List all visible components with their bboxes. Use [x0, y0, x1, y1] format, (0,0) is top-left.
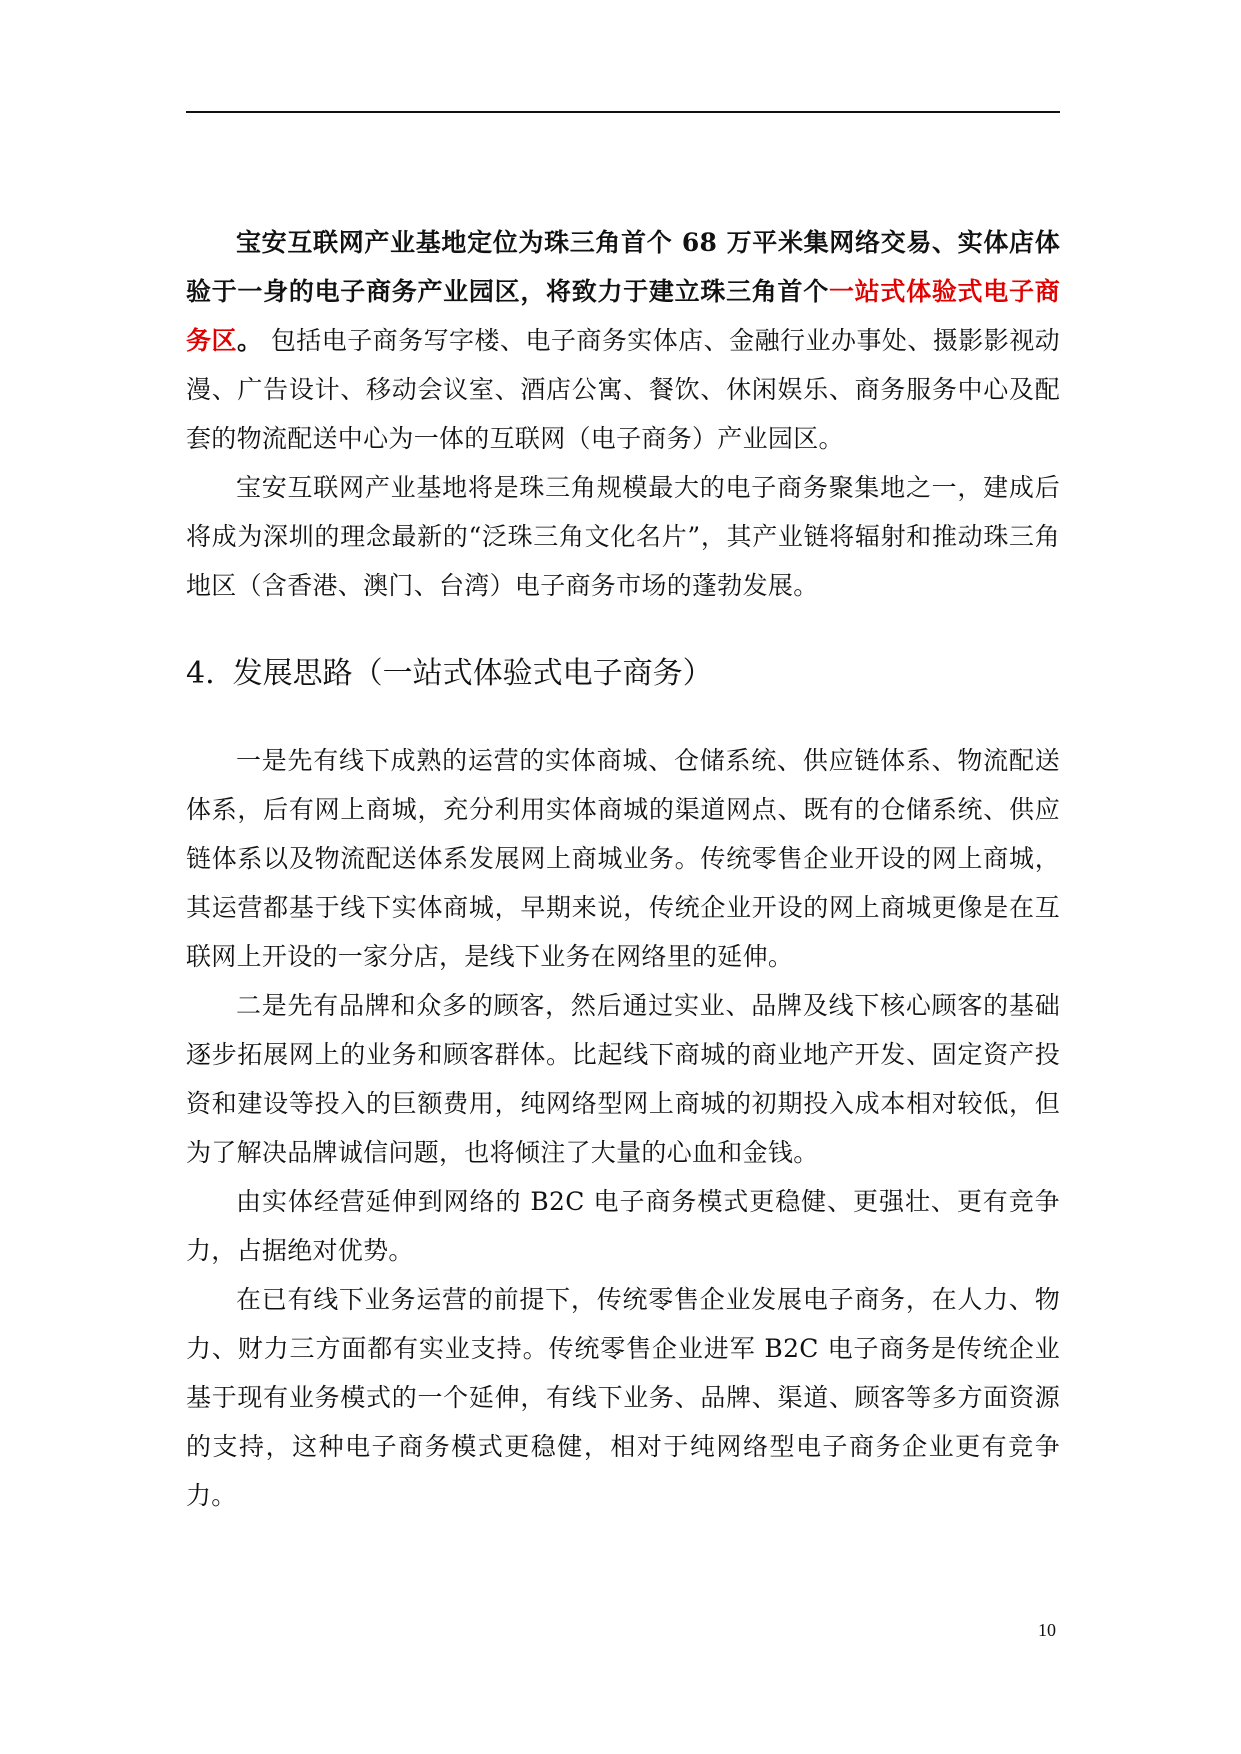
- intro-bold-punct: 。: [236, 326, 263, 355]
- section-number: 4.: [186, 656, 215, 691]
- intro-paragraph: [186, 218, 1060, 463]
- paragraph-2: 宝安互联网产业基地将是珠三角规模最大的电子商务聚集地之一，建成后将成为深圳的理念最新的“泛珠三角文化名片”，其产业链将辐射和推动珠三角地区（含香港、澳门、台湾）电子商务市场的蓬勃发展。: [186, 473, 1060, 600]
- section-heading: [186, 648, 1060, 700]
- intro-highlight-text: 一站式体验式电子商务区: [186, 277, 1060, 355]
- intro-normal-text: 包括电子商务写字楼、电子商务实体店、金融行业办事处、摄影影视动漫、广告设计、移动会议室、酒店公寓、餐饮、休闲娱乐、商务服务中心及配套的物流配送中心为一体的互联网（电子商务）产业园区。: [186, 326, 1060, 453]
- page-number: 10: [1038, 1620, 1056, 1640]
- body-paragraph: 在已有线下业务运营的前提下，传统零售企业发展电子商务，在人力、物力、财力三方面都有实业支持。传统零售企业进军 B2C 电子商务是传统企业基于现有业务模式的一个延伸，有线下业务、品牌、渠道、顾客等多方面资源的支持，这种电子商务模式更稳健，相对于纯网络型电子商务企业更有竞争力。: [186, 1285, 1060, 1510]
- body-paragraph: 由实体经营延伸到网络的 B2C 电子商务模式更稳健、更强壮、更有竞争力，占据绝对优势。: [186, 1187, 1060, 1265]
- header-rule: [186, 111, 1060, 113]
- section-title: 发展思路（一站式体验式电子商务）: [232, 656, 713, 691]
- intro-bold-text: 宝安互联网产业基地定位为珠三角首个 68 万平米集网络交易、实体店体验于一身的电子商务产业园区，将致力于建立珠三角首个: [186, 228, 1060, 306]
- body-paragraph: 二是先有品牌和众多的顾客，然后通过实业、品牌及线下核心顾客的基础逐步拓展网上的业务和顾客群体。比起线下商城的商业地产开发、固定资产投资和建设等投入的巨额费用，纯网络型网上商城的初期投入成本相对较低，但为了解决品牌诚信问题，也将倾注了大量的心血和金钱。: [186, 991, 1060, 1167]
- body-paragraph: 一是先有线下成熟的运营的实体商城、仓储系统、供应链体系、物流配送体系，后有网上商城，充分利用实体商城的渠道网点、既有的仓储系统、供应链体系以及物流配送体系发展网上商城业务。传统零售企业开设的网上商城，其运营都基于线下实体商城，早期来说，传统企业开设的网上商城更像是在互联网上开设的一家分店，是线下业务在网络里的延伸。: [186, 746, 1060, 971]
- document-body: [186, 218, 1060, 1520]
